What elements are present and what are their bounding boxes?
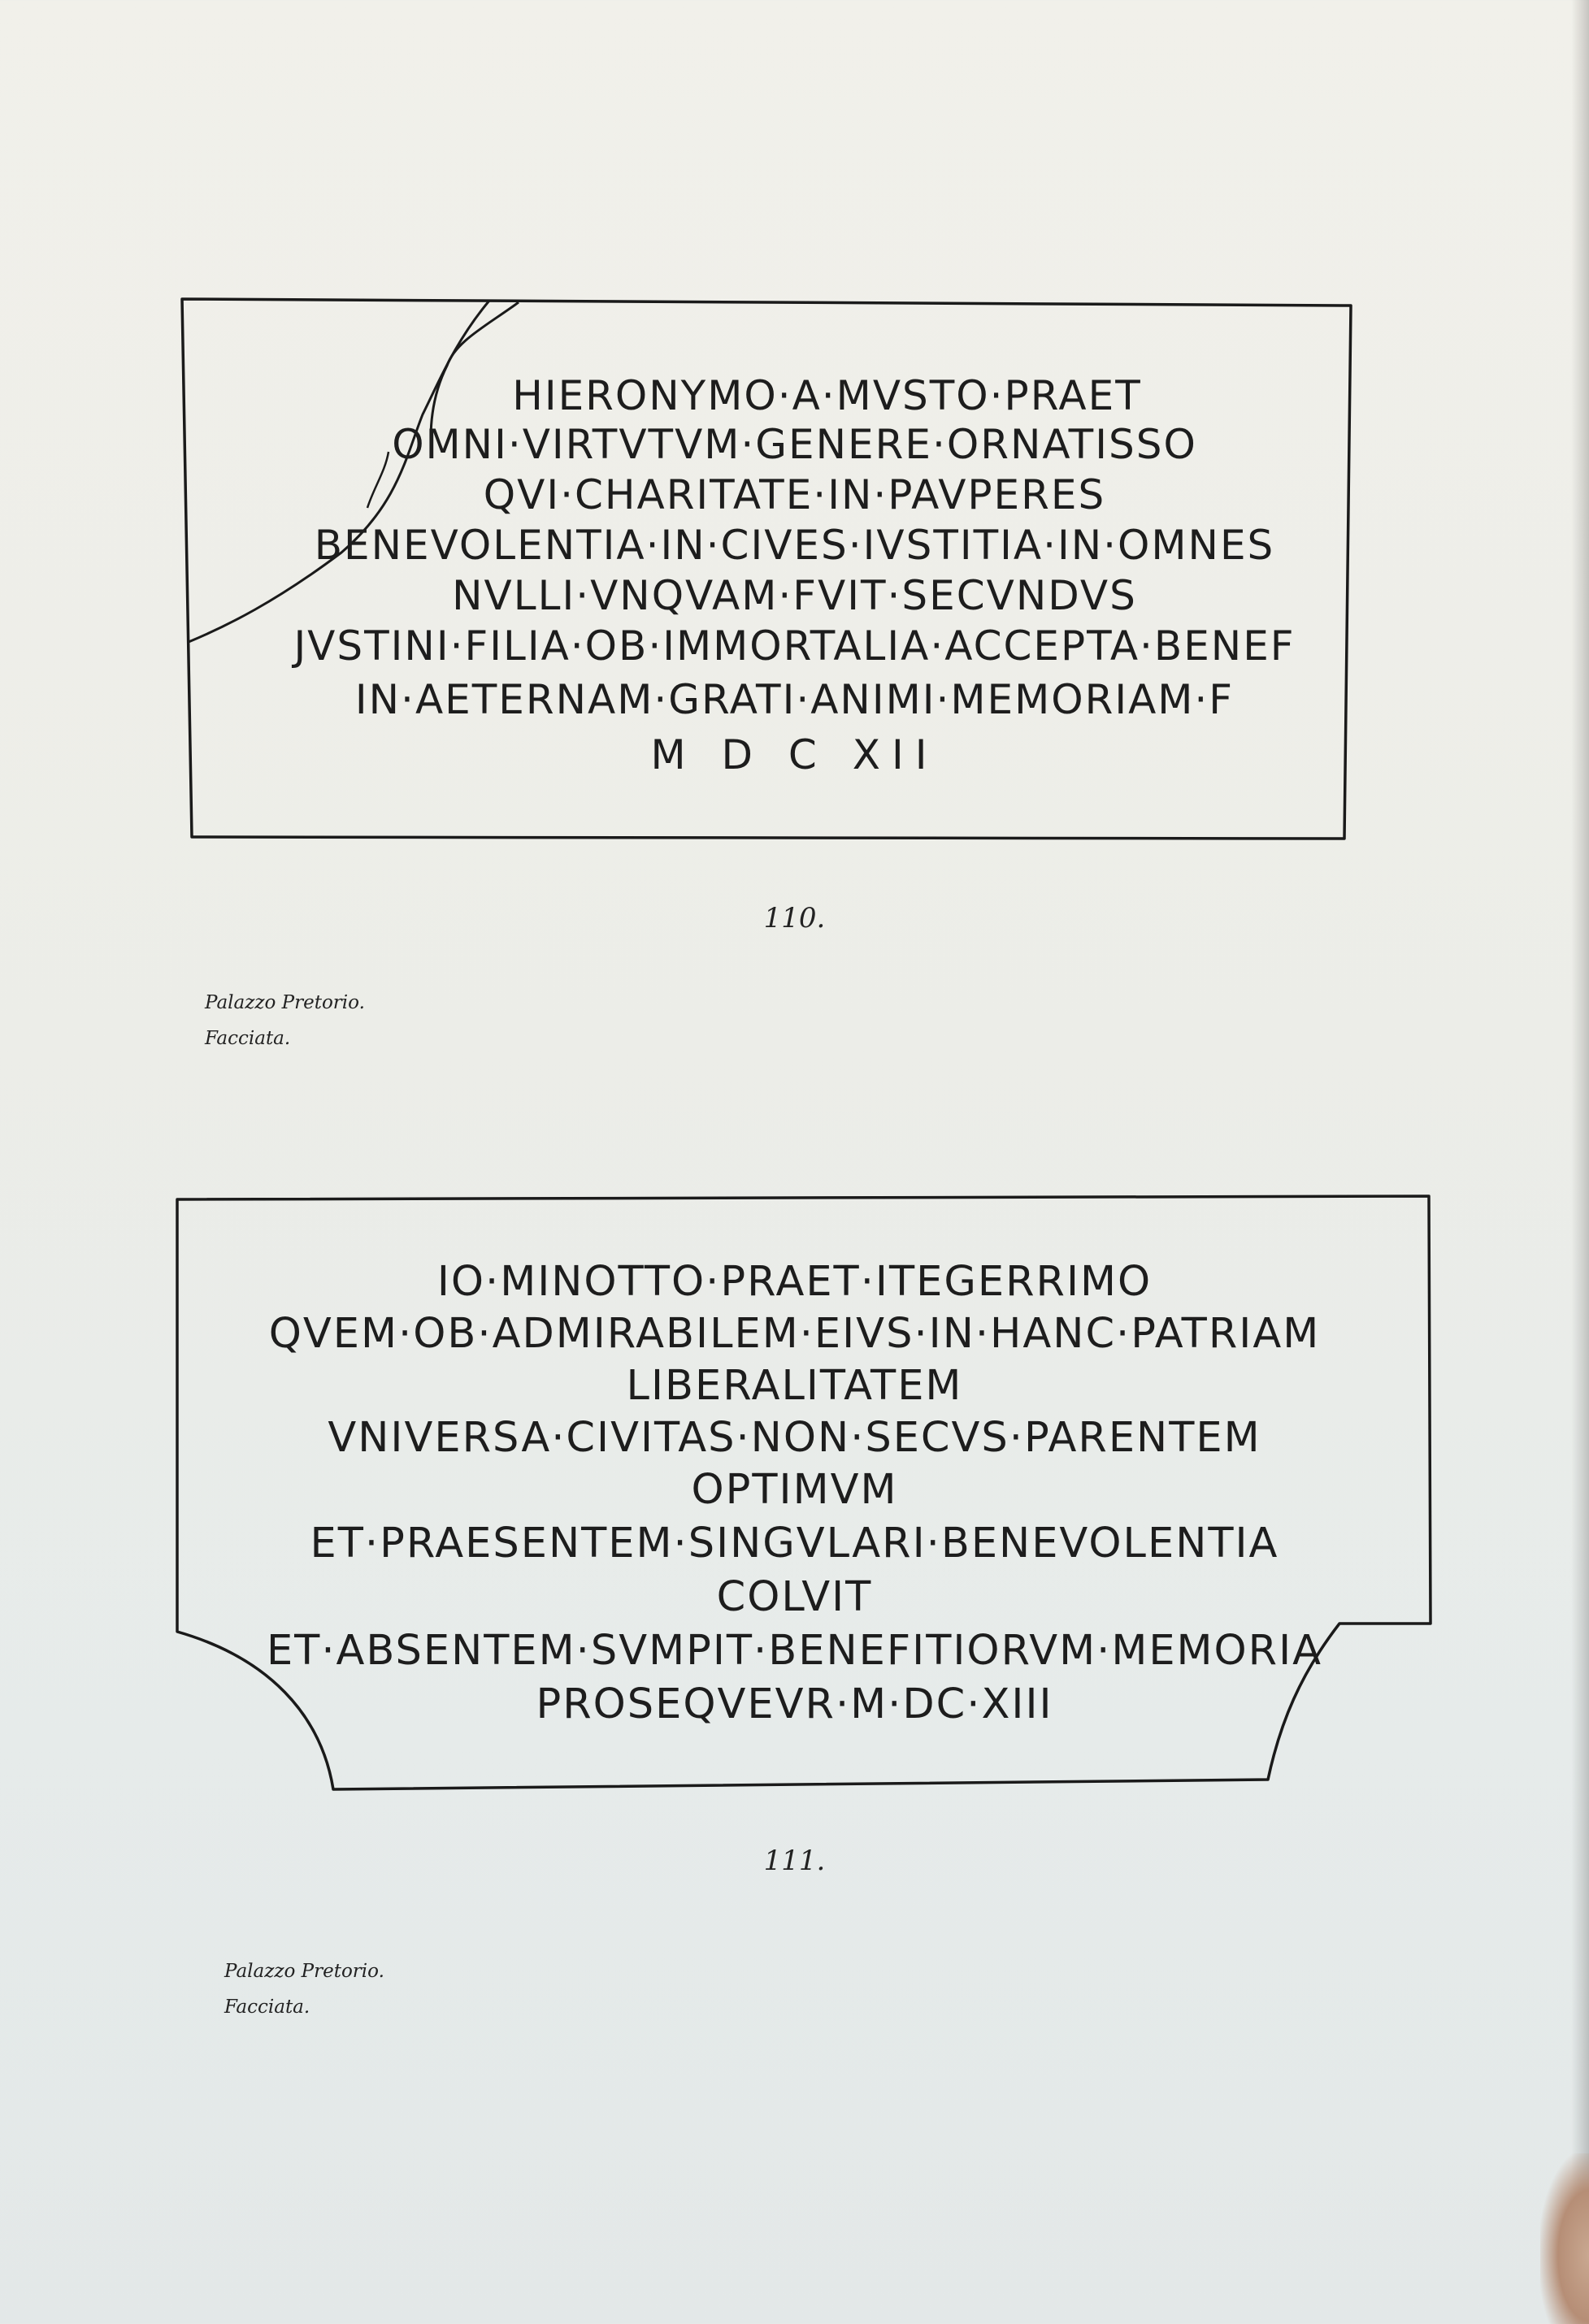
inscription-line: COLVIT (716, 1573, 873, 1621)
inscription-line: VNIVERSA·CIVITAS·NON·SECVS·PARENTEM (328, 1414, 1261, 1462)
caption-110 (205, 985, 365, 1056)
inscription-line: LIBERALITATEM (626, 1362, 963, 1410)
inscription-line: ET·PRAESENTEM·SINGVLARI·BENEVOLENTIA (310, 1520, 1279, 1567)
inscription-line: M D C XII (650, 731, 939, 778)
plate-number-110: 110. (763, 902, 826, 934)
inscription-line: QVI·CHARITATE·IN·PAVPERES (483, 471, 1106, 518)
plate-number-111: 111. (763, 1845, 826, 1877)
thumb-edge (1540, 2153, 1589, 2324)
inscription-line: NVLLI·VNQVAM·FVIT·SECVNDVS (452, 572, 1137, 619)
caption-line: Facciata. (205, 1028, 291, 1049)
caption-line: Facciata. (224, 1997, 310, 2018)
caption-111 (224, 1953, 384, 2025)
inscription-line: BENEVOLENTIA·IN·CIVES·IVSTITIA·IN·OMNES (314, 522, 1275, 569)
caption-line: Palazzo Pretorio. (205, 992, 365, 1013)
inscription-line: IO·MINOTTO·PRAET·ITEGERRIMO (436, 1258, 1153, 1306)
inscription-line: PROSEQVEVR·M·DC·XIII (536, 1680, 1053, 1728)
inscription-line: HIERONYMO·A·MVSTO·PRAET (512, 372, 1142, 419)
inscription-line: QVEM·OB·ADMIRABILEM·EIVS·IN·HANC·PATRIAM (268, 1310, 1321, 1358)
caption-line: Palazzo Pretorio. (224, 1961, 384, 1982)
inscription-line: IN·AETERNAM·GRATI·ANIMI·MEMORIAM·F (354, 676, 1235, 723)
inscription-line: JVSTINI·FILIA·OB·IMMORTALIA·ACCEPTA·BENEF (293, 622, 1296, 670)
inscription-line: OPTIMVM (691, 1466, 898, 1514)
inscription-line: OMNI·VIRTVTVM·GENERE·ORNATISSO (392, 421, 1197, 468)
inscription-line: ET·ABSENTEM·SVMPIT·BENEFITIORVM·MEMORIA (266, 1627, 1323, 1675)
